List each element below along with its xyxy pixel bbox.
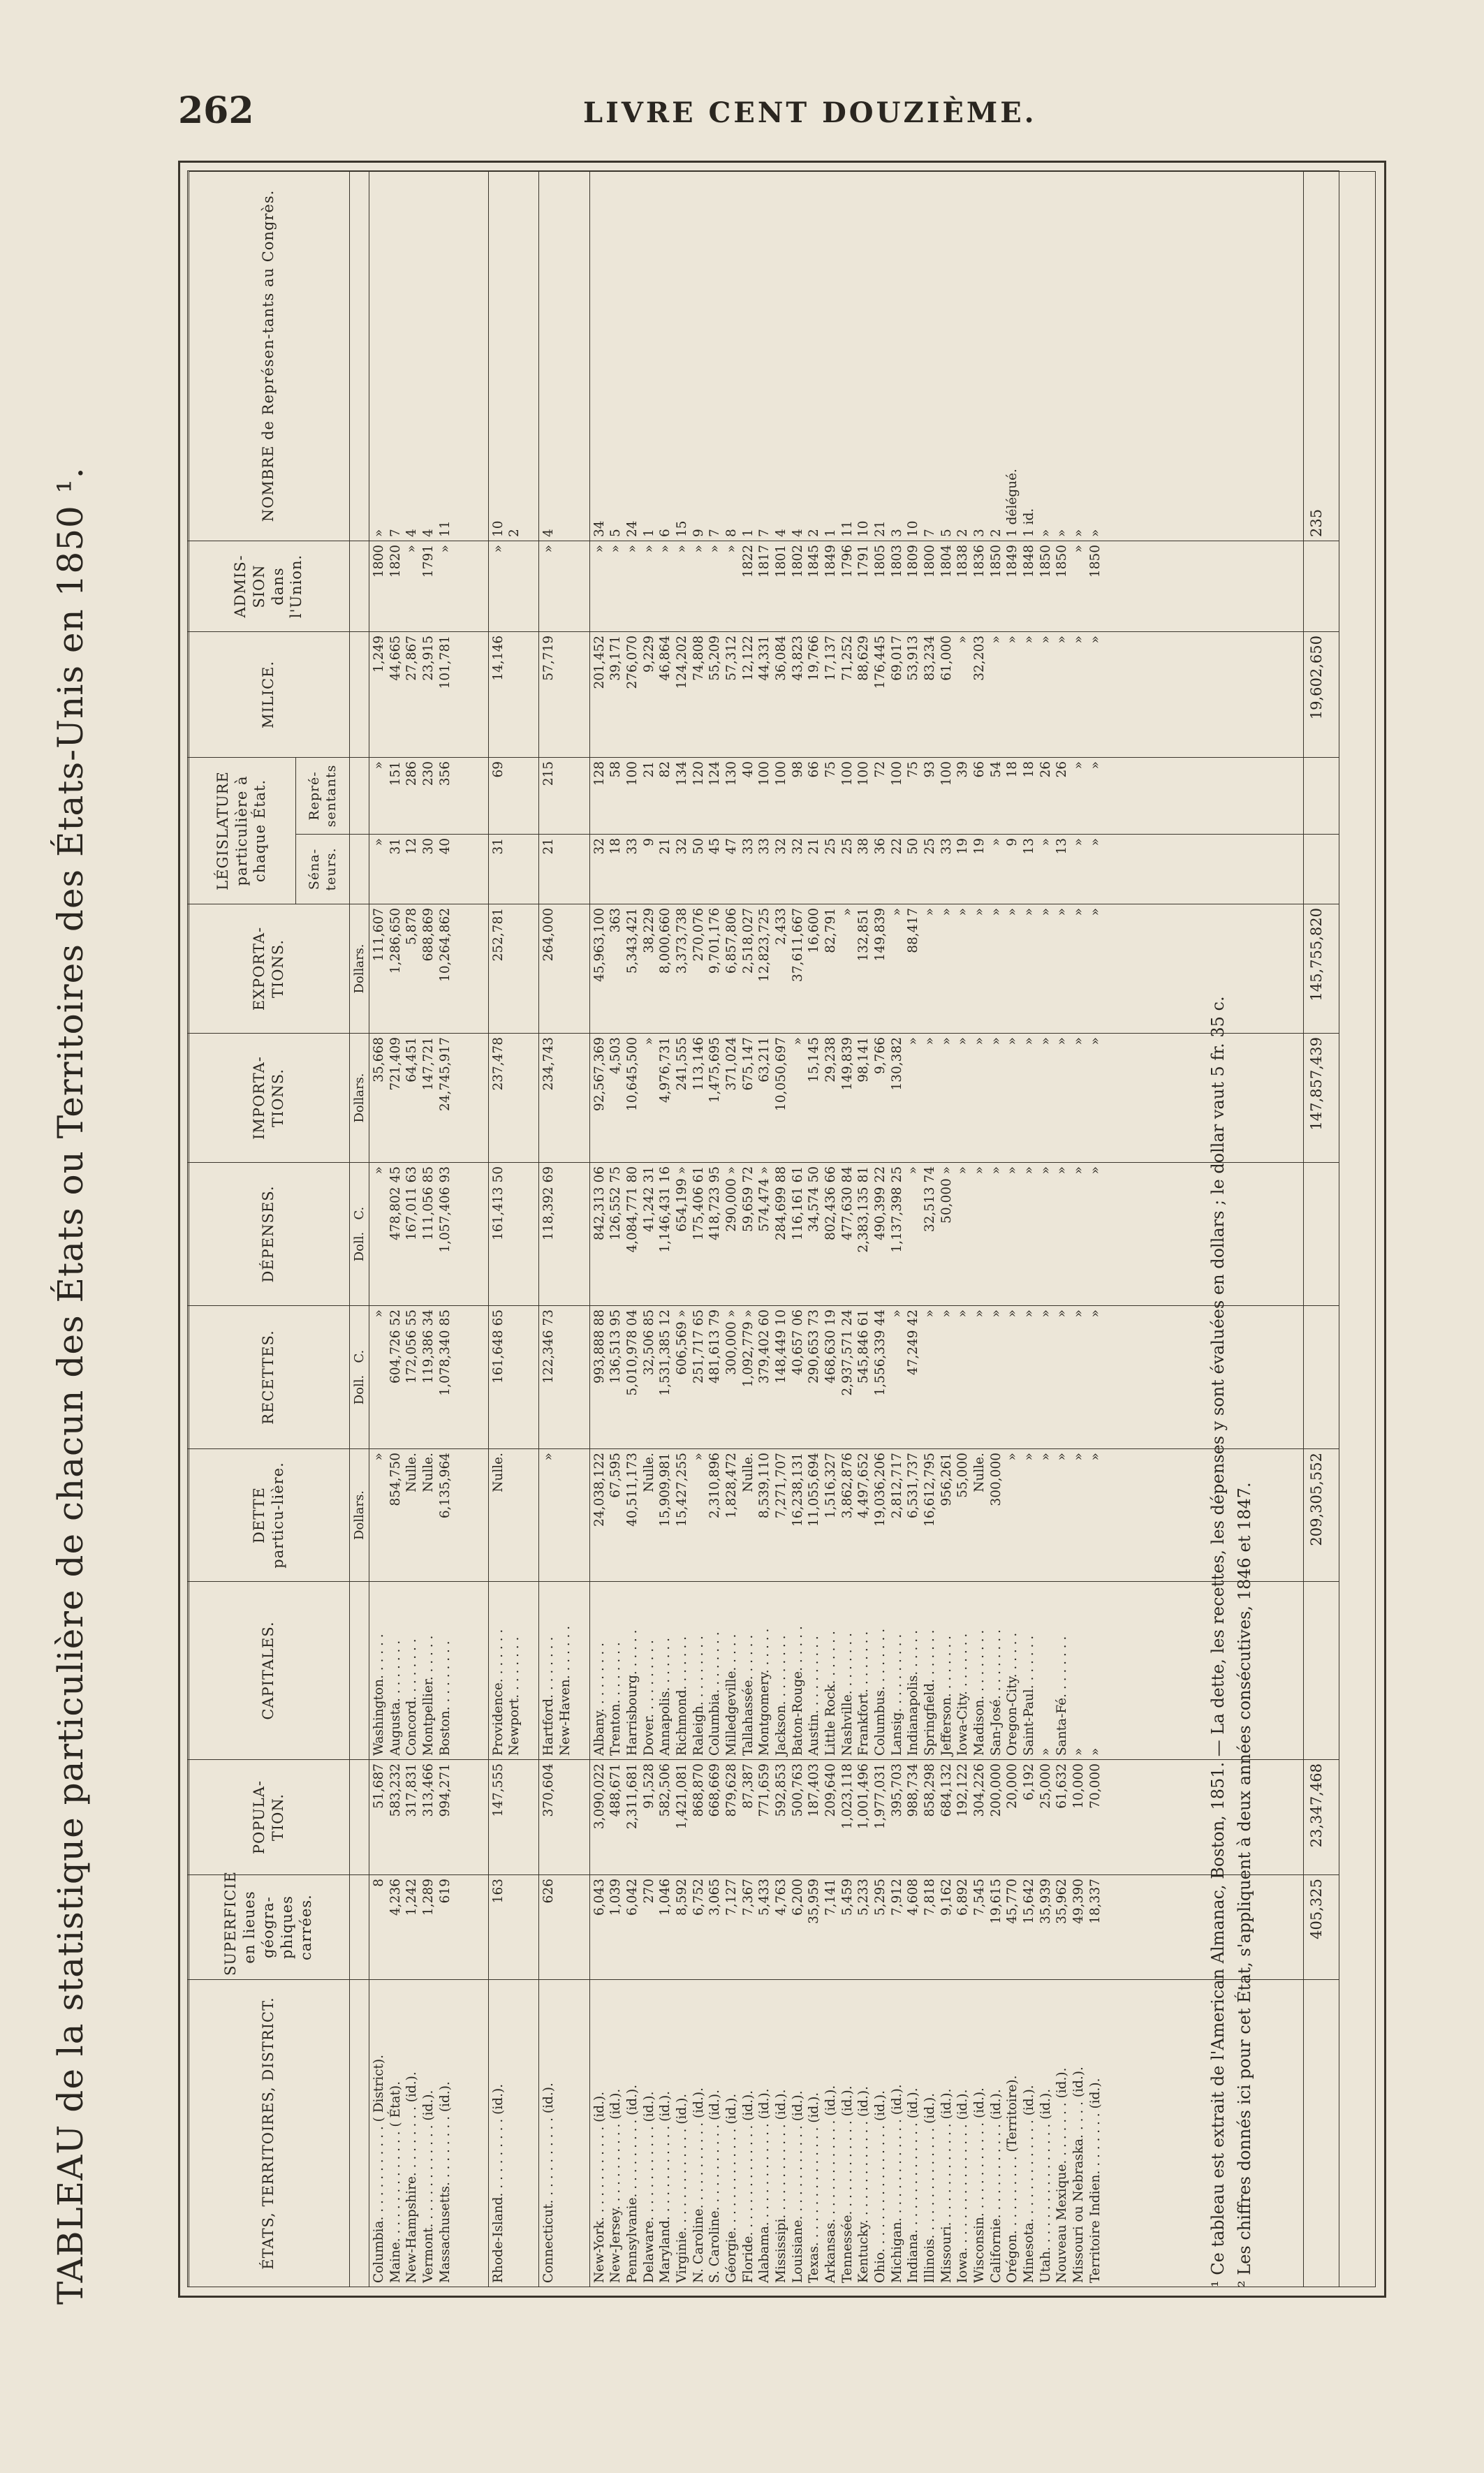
representatives-cell: 215 [539,757,589,834]
col-header-representatives: Repré-sentants [296,757,350,834]
footnote-1: ¹ Ce tableau est extrait de l'American Almanac, Boston, 1851. — La dette, les recettes, les dépenses y sont évaluées en dollars ; le dollar vaut 5 fr. 35 c. [1208,996,1228,2287]
representatives-cell: » 151 286 230 356 [369,757,489,834]
congress-cell: 4 [539,170,589,541]
militia-cell: 57,719 [539,631,589,757]
exports-cell: 111,607 1,286,650 5,878 688,869 10,264,862 [369,904,489,1034]
table-row [589,170,1303,2287]
population-cell: 370,604 [539,1760,589,1875]
debt-cell: » [539,1449,589,1582]
states-cell: New-York. . . . . . . . . . . . (id.). New-Jersey. . . . . . . . . . . (id.). Pennsylvanie. . . . . . . . . . (id.). Delaware. . . . . . . . . . . . (id.). Maryland. . . . . . . . . . . . (id.). Virginie. . . . . . . . . . . . . (id.). N. Caroline. . . . . . . . . . . (id.). S. Caroline. . . . . . . . . . . (id.). Géorgie. . . . . . . . . . . . . (id.). Floride. . . . . . . . . . . . . . (id.). Alabama. . . . . . . . . . . . . (id.). Mississipi. . . . . . . . . . . . (id.). Louisiane. . . . . . . . . . . . (id.). Texas. . . . . . . . . . . . . . . (id.). Arkansas. . . . . . . . . . . . . (id.). Tennessée. . . . . . . . . . . . (id.). Kentucky. . . . . . . . . . . . . (id.). Ohio. . . . . . . . . . . . . . . . (id.). Michigan. . . . . . . . . . . . . (id.). Indiana. . . . . . . . . . . . . . (id.). Illinois. . . . . . . . . . . . . . (id.). Missouri. . . . . . . . . . . . . (id.). Iowa. . . . . . . . . . . . . . . . (id.). Wisconsin. . . . . . . . . . . . (id.). Californie. . . . . . . . . . . . (id.). Orégon. . . . . . . . . . (Territoire). Minesota. . . . . . . . . . . . . (id.). Utah. . . . . . . . . . . . . . . . (id.). Nouveau Mexique. . . . . . . . (id.). Missouri ou Nebraska. . . . . (id.). Territoire Indien. . . . . . . . (id.). [589,1980,1303,2287]
states-cell: Rhode-Island. . . . . . . . . . (id.). [488,1980,538,2287]
receipts-cell: 122,346 73 [539,1306,589,1449]
congress-cell: 34 5 24 1 6 15 9 7 8 1 7 4 4 2 1 11 10 21 3 10 7 5 2 3 2 1 délégué. 1 id. » » » » [589,170,1303,541]
page-header [178,89,1365,131]
militia-cell: 14,146 [488,631,538,757]
debt-cell: 24,038,122 67,595 40,511,173 Nulle. 15,909,981 15,427,255 » 2,310,896 1,828,472 Nulle. 8,539,110 7,271,707 16,238,131 11,055,694 1,516,327 3,862,876 4,497,652 19,036,206 2,812,717 6,531,737 16,612,795 956,261 55,000 Nulle. 300,000 » » » » » » [589,1449,1303,1582]
congress-cell: 10 2 [488,170,538,541]
units-expenses: Doll. C. [350,1163,369,1306]
admission-cell: 1800 1820 » 1791 » [369,541,489,631]
capital-cell: Washington. . . . . . Augusta. . . . . . . . Concord. . . . . . . . Montpellier. . . . . . Boston. . . . . . . . . [369,1582,489,1760]
receipts-cell: 161,648 65 [488,1306,538,1449]
total-population: 23,347,468 [1304,1760,1339,1875]
col-header-senators: Séna-teurs. [296,835,350,904]
senators-cell: » 31 12 30 40 [369,835,489,904]
admission-cell: » » » » » » » » » 1822 1817 1801 1802 1845 1849 1796 1791 1805 1803 1809 1800 1804 1838 1836 1850 1849 1848 1850 1850 » 1850 [589,541,1303,631]
rotated-table-wrapper [187,171,1378,2287]
total-exports: 145,755,820 [1304,904,1339,1034]
exports-cell: 45,963,100 363 5,343,421 38,229 8,000,660 3,373,738 270,076 9,701,176 6,857,806 2,518,027 12,823,725 2,433 37,611,667 16,600 82,791 » 132,851 149,839 » 88,417 » » » » » » » » » » » [589,904,1303,1034]
col-header-legislature: LÉGISLATURE particulière à chaque État. [188,757,296,904]
congress-cell: » 7 4 4 11 [369,170,489,541]
area-cell: 626 [539,1875,589,1980]
expenses-cell: 161,413 50 [488,1163,538,1306]
table-row [539,170,589,2287]
col-header-militia: MILICE. [188,631,350,757]
expenses-cell: » 478,802 45 167,011 63 111,056 85 1,057,406 93 [369,1163,489,1306]
militia-cell: 1,249 44,665 27,867 23,915 101,781 [369,631,489,757]
area-cell: 6,043 1,039 6,042 270 1,046 8,592 6,752 3,065 7,127 7,367 5,433 4,763 6,200 35,959 7,141 5,459 5,233 5,295 7,912 4,608 7,818 9,162 6,892 7,545 19,615 45,770 15,642 35,939 35,962 49,390 18,337 [589,1875,1303,1980]
units-row [350,170,369,2287]
population-cell: 3,090,022 488,671 2,311,681 91,528 582,506 1,421,081 868,870 668,669 879,628 87,387 771,659 592,853 500,763 187,403 209,640 1,023,118 1,001,496 1,977,031 395,703 988,734 858,298 684,132 192,122 304,226 200,000 20,000 6,192 25,000 61,632 10,000 70,000 [589,1760,1303,1875]
debt-cell: Nulle. [488,1449,538,1582]
col-header-admission: ADMIS-SION dans l'Union. [188,541,350,631]
receipts-cell: 993,888 88 136,513 95 5,010,978 04 32,506 85 1,531,385 12 606,569 » 251,717 65 481,613 79 300,000 » 1,092,779 » 379,402 60 148,449 10 40,657 06 290,653 73 468,630 19 2,937,571 24 545,846 61 1,556,339 44 » 47,249 42 » » » » » » » » » » » [589,1306,1303,1449]
page-number: 262 [178,89,254,132]
table-title: TABLEAU de la statistique particulière de chacun des États ou Territoires des États-Unis en 1850 ¹. [50,467,91,2305]
footnote-2: ² Les chiffres donnés ici pour cet État, s'appliquent à deux années consécutives, 1846 et 1847. [1235,1482,1255,2287]
senators-cell: 21 [539,835,589,904]
admission-cell: » [488,541,538,631]
running-head: LIVRE CENT DOUZIÈME. [583,96,1037,129]
debt-cell: » 854,750 Nulle. Nulle. 6,135,964 [369,1449,489,1582]
units-imports: Dollars. [350,1034,369,1163]
capital-cell: Albany. . . . . . . . . Trenton. . . . . . . . Harrisbourg. . . . . . Dover. . . . . . . . . . Annapolis. . . . . . . Richmond. . . . . . . Raleigh. . . . . . . . . Columbia. . . . . . . . Milledgeville. . . . . Tallahassée. . . . . . Montgomery. . . . . . Jackson. . . . . . . . . Baton-Rouge. . . . . . Austin. . . . . . . . . . Little Rock. . . . . . . Nashville. . . . . . . . Frankfort. . . . . . . . Columbus. . . . . . . . Lansig. . . . . . . . . . Indianapolis. . . . . . Springfield. . . . . . . Jefferson. . . . . . . . Iowa-City. . . . . . . . Madison. . . . . . . . . San-José. . . . . . . . . Oregon-City. . . . . . Saint-Paul. . . . . . . » Santa-Fé. . . . . . . . » » [589,1582,1303,1760]
states-cell: Connecticut. . . . . . . . . . . (id.). [539,1980,589,2287]
table-row [369,170,489,2287]
col-header-exports: EXPORTA-TIONS. [188,904,350,1034]
area-cell: 8 4,236 1,242 1,289 619 [369,1875,489,1980]
total-imports: 147,857,439 [1304,1034,1339,1163]
receipts-cell: » 604,726 52 172,056 55 119,386 34 1,078,340 85 [369,1306,489,1449]
militia-cell: 201,452 39,171 276,070 9,229 46,864 124,202 74,808 55,209 57,312 12,122 44,331 36,084 43,823 19,766 17,137 71,252 88,629 176,445 69,017 53,913 83,234 61,000 » 32,203 » » » » » » » [589,631,1303,757]
totals-row [1304,170,1339,2287]
col-header-area: SUPERFICIE en lieues géogra-phiques carrées. [188,1875,350,1980]
area-cell: 163 [488,1875,538,1980]
admission-cell: » [539,541,589,631]
exports-cell: 264,000 [539,904,589,1034]
representatives-cell: 128 58 100 21 82 134 120 124 130 40 100 100 98 66 75 100 100 72 100 75 93 100 39 66 54 18 18 26 26 » » [589,757,1303,834]
imports-cell: 237,478 [488,1034,538,1163]
senators-cell: 32 18 33 9 21 32 50 45 47 33 33 32 32 21 25 25 38 36 22 50 25 33 19 19 » 9 13 » 13 » » [589,835,1303,904]
total-congress: 235 [1304,170,1339,541]
col-header-congress: NOMBRE de Représen-tants au Congrès. [188,170,350,541]
expenses-cell: 842,313 06 126,552 75 4,084,771 80 41,242 31 1,146,431 16 654,199 » 175,406 61 418,723 95 290,000 » 59,659 72 574,474 » 284,699 88 116,161 61 34,574 50 802,436 66 477,630 84 2,383,135 81 490,399 22 1,137,398 25 » 32,513 74 50,000 » » » » » » » » » » [589,1163,1303,1306]
col-header-population: POPULA-TION. [188,1760,350,1875]
imports-cell: 35,668 721,409 64,451 147,721 24,745,917 [369,1034,489,1163]
table-row [488,170,538,2287]
total-area: 405,325 [1304,1875,1339,1980]
footnotes [1205,171,1258,2287]
col-header-imports: IMPORTA-TIONS. [188,1034,350,1163]
col-header-capital: CAPITALES. [188,1582,350,1760]
population-cell: 147,555 [488,1760,538,1875]
population-cell: 51,687 583,232 317,831 313,466 994,271 [369,1760,489,1875]
imports-cell: 92,567,369 4,503 10,645,500 » 4,976,731 241,555 113,146 1,475,695 371,024 675,147 63,211 10,050,697 » 15,145 29,238 149,839 98,141 9,766 130,382 » » » » » » » » » » » » [589,1034,1303,1163]
representatives-cell: 69 [488,757,538,834]
imports-cell: 234,743 [539,1034,589,1163]
expenses-cell: 118,392 69 [539,1163,589,1306]
exports-cell: 252,781 [488,904,538,1034]
total-debt: 209,305,552 [1304,1449,1339,1582]
units-debt: Dollars. [350,1449,369,1582]
statistics-table [187,170,1339,2287]
units-receipts: Doll. C. [350,1306,369,1449]
units-exports: Dollars. [350,904,369,1034]
capital-cell: Providence. . . . . . . Newport. . . . . . . . [488,1582,538,1760]
states-cell: Columbia. . . . . . . . . . . . ( District). Maine. . . . . . . . . . . . . . ( État). New-Hampshire. . . . . . . . . (id.). Vermont. . . . . . . . . . . . . (id.). Massachusetts. . . . . . . . . (id.). [369,1980,489,2287]
senators-cell: 31 [488,835,538,904]
col-header-receipts: RECETTES. [188,1306,350,1449]
col-header-expenses: DÉPENSES. [188,1163,350,1306]
col-header-debt: DETTE particu-lière. [188,1449,350,1582]
header-row [188,170,296,2287]
capital-cell: Hartford. . . . . . . . New-Haven. . . . . . . [539,1582,589,1760]
total-militia: 19,602,650 [1304,631,1339,757]
col-header-state: ÉTATS, TERRITOIRES, DISTRICT. [188,1980,350,2287]
